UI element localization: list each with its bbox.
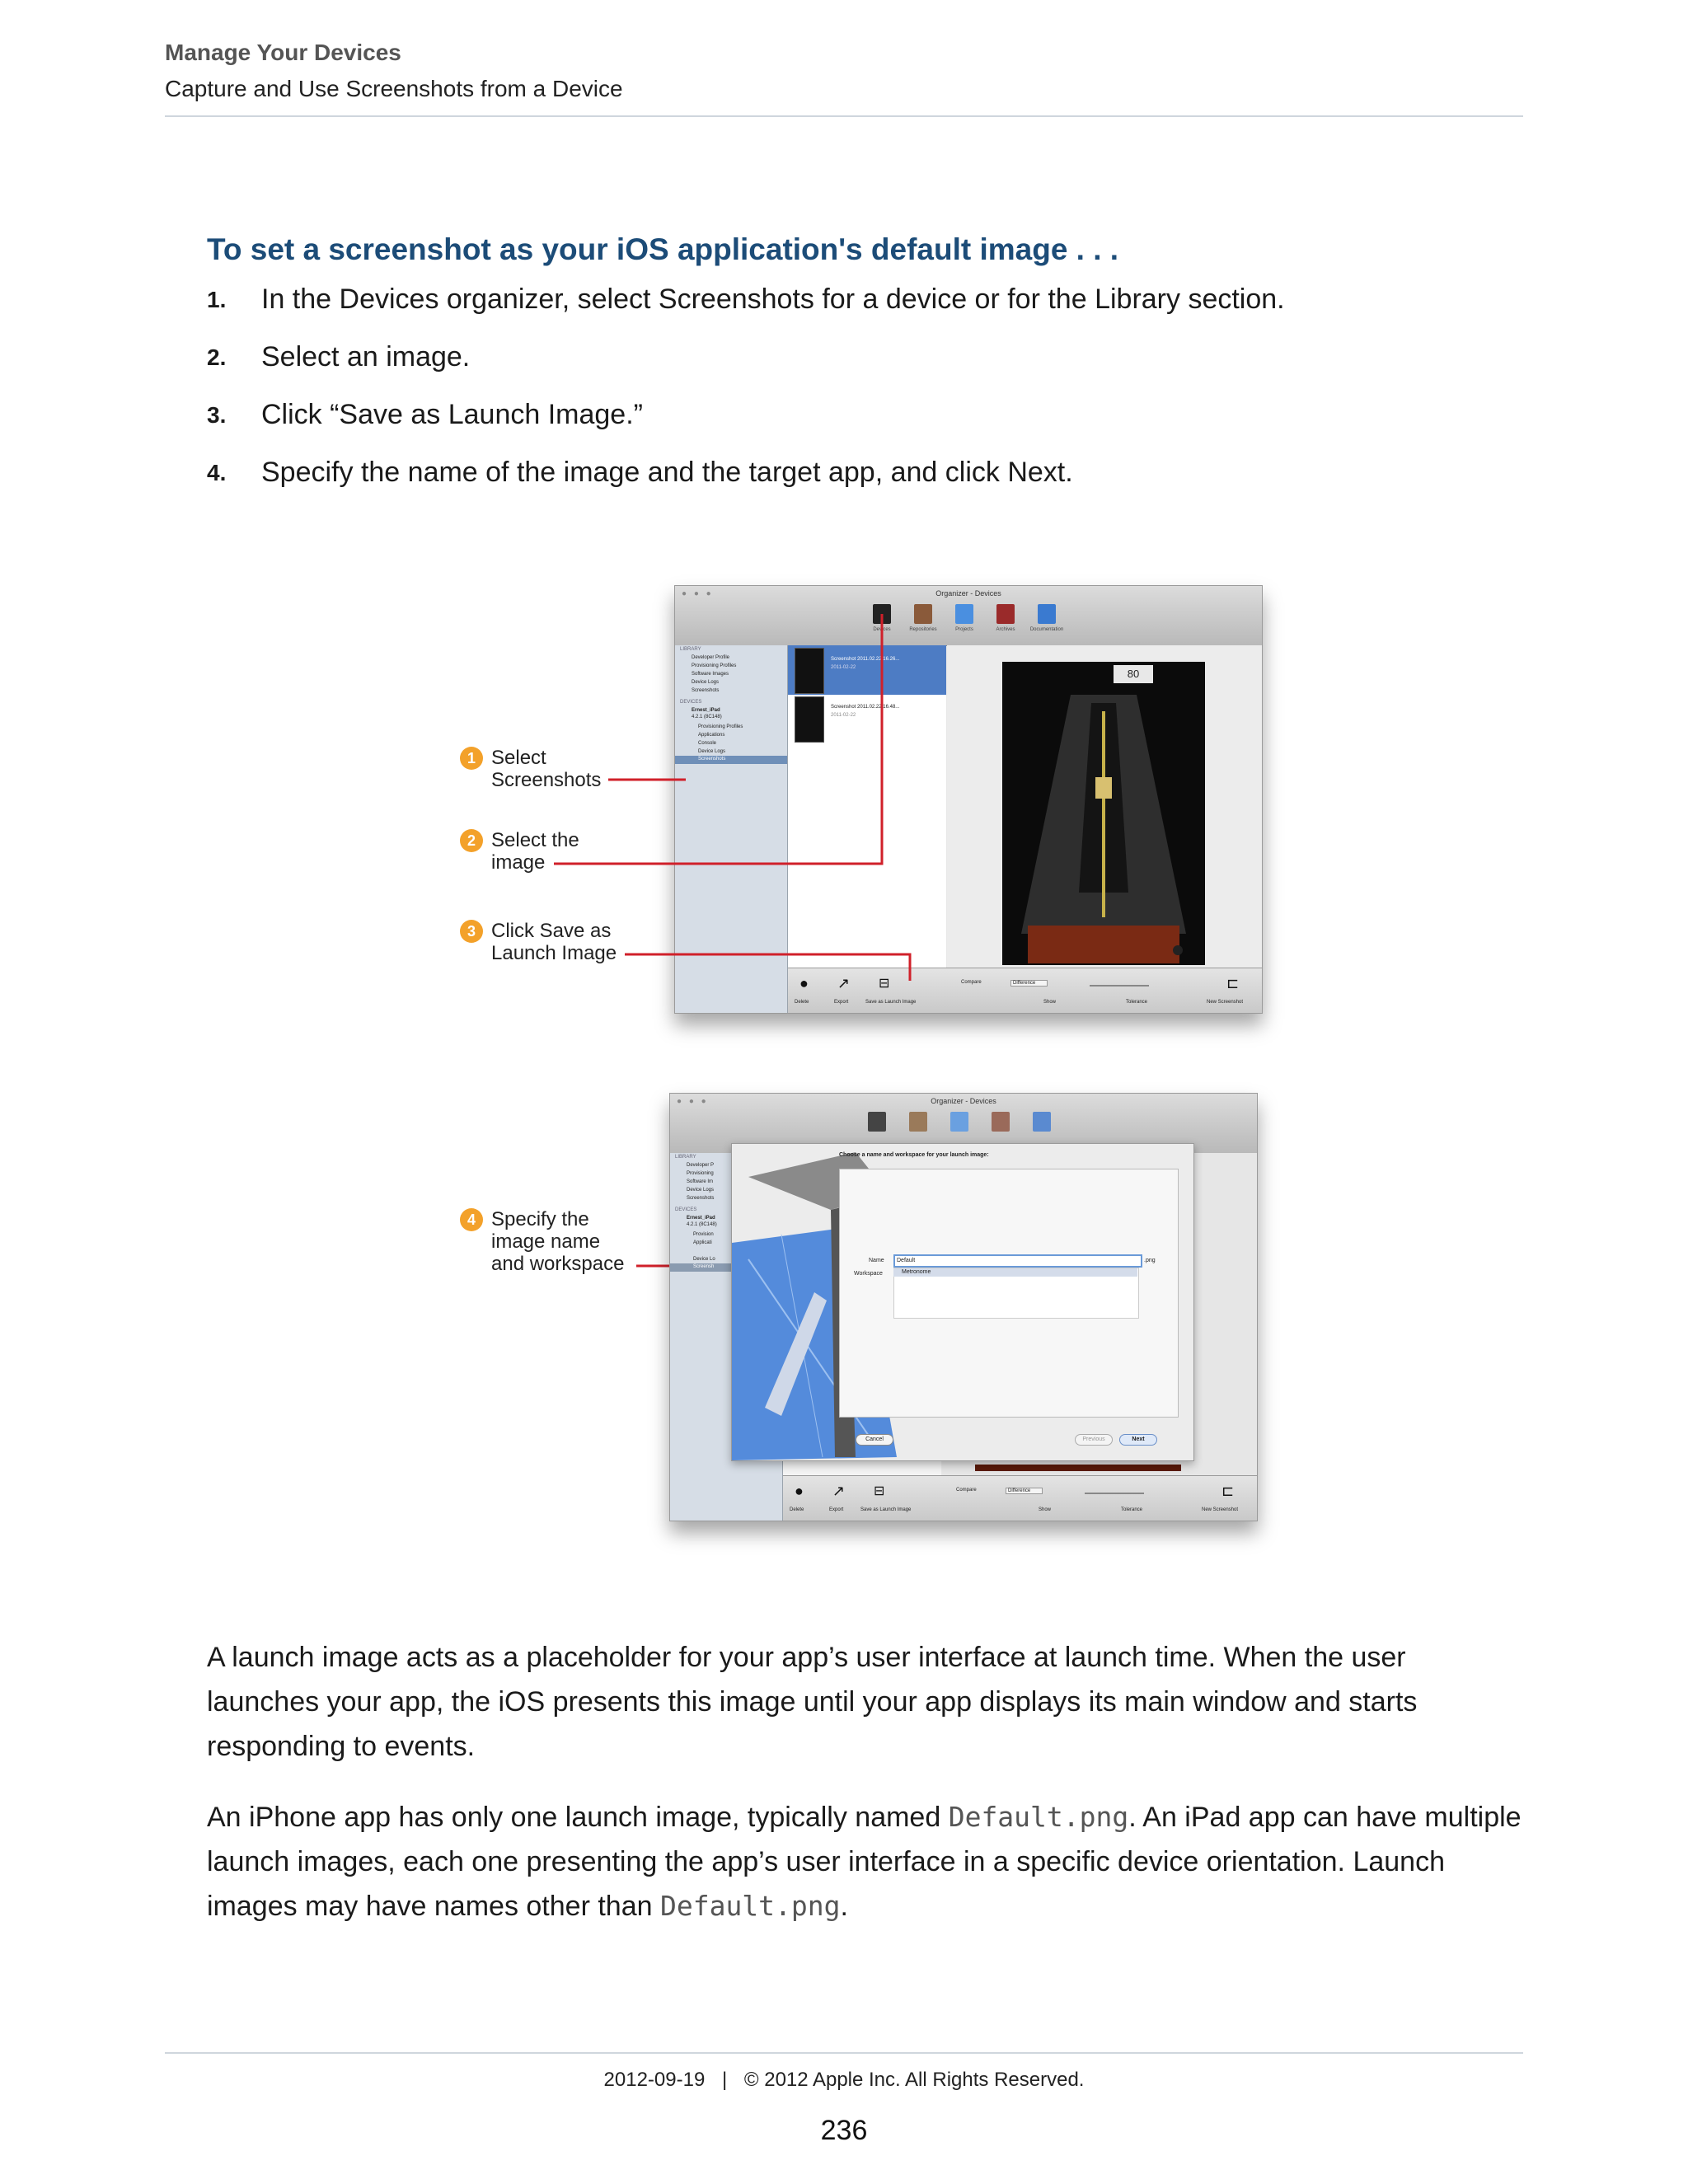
launch-image-sheet — [731, 1143, 1194, 1461]
window-title: Organizer - Devices — [935, 589, 1001, 598]
callout-badge-3: 3 — [460, 920, 483, 943]
workspace-label: Workspace — [854, 1271, 883, 1277]
new-screenshot-label: New Screenshot — [1202, 1507, 1239, 1512]
new-screenshot-icon[interactable]: ⊏ — [1221, 1483, 1235, 1499]
new-screenshot-icon[interactable]: ⊏ — [1226, 975, 1240, 991]
sidebar-item[interactable]: Applicati — [693, 1240, 712, 1245]
sidebar-header-devices: DEVICES — [680, 700, 702, 705]
cancel-button[interactable]: Cancel — [856, 1434, 893, 1446]
tolerance-label: Tolerance — [1126, 1000, 1148, 1005]
save-as-launch-image-icon[interactable]: ⊟ — [874, 1484, 885, 1498]
organizer-window — [669, 1093, 1258, 1521]
footer-separator: | — [721, 2069, 728, 2091]
save-as-launch-image-icon[interactable]: ⊟ — [879, 977, 890, 991]
task-heading: To set a screenshot as your iOS application's default image . . . — [207, 232, 1119, 266]
sidebar-header-library: LIBRARY — [675, 1155, 696, 1160]
step-number: 3. — [207, 402, 227, 428]
delete-icon[interactable]: ● — [795, 1483, 804, 1499]
step-text: Click “Save as Launch Image.” — [261, 399, 643, 430]
organizer-window — [674, 585, 1263, 1014]
window-title: Organizer - Devices — [931, 1097, 996, 1105]
callout-badge-4: 4 — [460, 1208, 483, 1231]
screenshot-date: 2011-02-22 — [831, 665, 856, 670]
sidebar-item-software-images[interactable]: Software Images — [692, 672, 729, 677]
archives-icon[interactable] — [992, 1112, 1010, 1132]
sidebar-item-screenshots[interactable]: Screenshots — [692, 688, 720, 693]
metronome-preview-image — [947, 645, 1262, 968]
step-text: Select an image. — [261, 341, 471, 373]
name-input[interactable]: Default — [893, 1254, 1142, 1268]
previous-button[interactable]: Previous — [1075, 1434, 1113, 1446]
footer-info — [0, 2069, 1688, 2092]
organizer-bottom-bar — [783, 1475, 1257, 1521]
callout-select-image: Select the image — [491, 829, 579, 874]
callout-specify-name-workspace: Specify the image name and workspace — [491, 1208, 625, 1275]
sidebar-item[interactable]: Developer P — [687, 1163, 715, 1168]
sidebar-device-name[interactable]: Ernest_iPad — [692, 708, 720, 713]
organizer-sidebar — [675, 645, 788, 1013]
organizer-bottom-bar — [788, 968, 1262, 1013]
projects-icon[interactable] — [955, 604, 973, 624]
paragraph-text: . — [840, 1891, 848, 1922]
sidebar-device-version: 4.2.1 (8C148) — [692, 715, 722, 719]
export-button-label: Export — [834, 1000, 849, 1005]
callout-badge-1: 1 — [460, 747, 483, 770]
sidebar-device-name[interactable]: Ernest_iPad — [687, 1216, 715, 1221]
workspace-value: Metronome — [902, 1269, 931, 1275]
projects-icon[interactable] — [950, 1112, 968, 1132]
toolbar-label: Archives — [996, 627, 1015, 632]
footer-divider — [165, 2052, 1523, 2054]
window-controls-icon[interactable]: ● ● ● — [682, 589, 714, 598]
bpm-readout: 80 — [1114, 665, 1153, 683]
step-item — [207, 457, 1526, 514]
step-text: Specify the name of the image and the target app, and click Next. — [261, 457, 1073, 488]
export-button-label: Export — [829, 1507, 844, 1512]
next-button[interactable]: Next — [1119, 1434, 1157, 1446]
header-section-title: Manage Your Devices — [165, 40, 401, 65]
archives-icon[interactable] — [996, 604, 1015, 624]
sidebar-item-device-screenshots[interactable]: Screenshots — [698, 757, 726, 762]
sidebar-header-library: LIBRARY — [680, 647, 701, 652]
step-item — [207, 399, 1526, 457]
header-divider — [165, 115, 1523, 117]
screenshot-thumbnail[interactable] — [795, 648, 824, 694]
save-as-launch-image-label: Save as Launch Image — [860, 1507, 912, 1512]
toolbar-label: Projects — [955, 627, 973, 632]
tolerance-slider[interactable] — [1090, 985, 1149, 987]
show-label: Show — [1039, 1507, 1052, 1512]
footer-copyright: © 2012 Apple Inc. All Rights Reserved. — [743, 2069, 1085, 2091]
toolbar-label: Devices — [873, 627, 891, 632]
repositories-icon[interactable] — [909, 1112, 927, 1132]
paragraph-launch-image-names — [207, 1795, 1526, 1929]
sidebar-item-developer-profile[interactable]: Developer Profile — [692, 655, 730, 660]
step-number: 4. — [207, 460, 227, 485]
header-subsection-title: Capture and Use Screenshots from a Device — [165, 76, 623, 101]
screenshot-name: Screenshot 2011.02.22 16.48... — [831, 705, 900, 710]
window-controls-icon[interactable]: ● ● ● — [677, 1097, 709, 1106]
paragraph-text: An iPhone app has only one launch image, typically named — [207, 1802, 949, 1833]
sidebar-item[interactable]: Provision — [693, 1232, 714, 1237]
screenshot-thumbnail[interactable] — [795, 696, 824, 743]
export-icon[interactable]: ↗ — [832, 1483, 846, 1499]
sidebar-item[interactable]: Screensh — [693, 1264, 715, 1269]
sheet-prompt: Choose a name and workspace for your launch image: — [839, 1152, 989, 1158]
sidebar-device-version: 4.2.1 (8C148) — [687, 1222, 717, 1227]
callout-badge-2: 2 — [460, 829, 483, 852]
step-number: 2. — [207, 344, 227, 370]
sidebar-item[interactable]: Device Lo — [693, 1257, 715, 1262]
window-titlebar — [675, 586, 1262, 646]
compare-checkbox[interactable]: Compare — [961, 980, 982, 985]
sidebar-item-provisioning-profiles[interactable]: Provisioning Profiles — [692, 663, 737, 668]
tolerance-slider[interactable] — [1085, 1493, 1144, 1494]
steps-list — [207, 284, 1526, 514]
save-as-launch-image-label: Save as Launch Image — [865, 1000, 917, 1005]
sidebar-item-device-logs[interactable]: Device Logs — [692, 680, 720, 685]
sidebar-item-console[interactable]: Console — [698, 741, 717, 746]
sidebar-item[interactable]: Software Im — [687, 1179, 714, 1184]
delete-button-label: Delete — [790, 1507, 804, 1512]
sidebar-selection-highlight — [675, 756, 787, 764]
devices-icon[interactable] — [873, 604, 891, 624]
toolbar-label: Repositories — [909, 627, 937, 632]
sidebar-item[interactable]: Provisioning — [687, 1171, 714, 1176]
paragraph-text: . An iPad app can have multiple launch images, each one presenting the app’s user interface in a specific device orientation. Launch images may have names other than — [207, 1802, 1522, 1922]
difference-select[interactable]: Difference — [1006, 1488, 1043, 1494]
step-item — [207, 341, 1526, 399]
footer-date: 2012-09-19 — [603, 2069, 706, 2091]
code-default-png: Default.png — [659, 1890, 841, 1922]
sidebar-item-device-logs-2[interactable]: Device Logs — [698, 749, 726, 754]
sidebar-item-applications[interactable]: Applications — [698, 733, 725, 738]
callout-select-screenshots: Select Screenshots — [491, 747, 602, 791]
paragraph-launch-image-purpose: A launch image acts as a placeholder for your app’s user interface at launch time. When the user launches your app, the iOS presents this image until your app displays its main window and starts responding to events. — [207, 1642, 1418, 1762]
toolbar-label: Documentation — [1029, 627, 1064, 632]
new-screenshot-label: New Screenshot — [1207, 1000, 1244, 1005]
step-number: 1. — [207, 287, 227, 312]
difference-select[interactable]: Difference — [1010, 980, 1048, 987]
screenshot-preview — [947, 645, 1262, 968]
sidebar-header-devices: DEVICES — [675, 1207, 697, 1212]
preview-image-edge — [975, 1465, 1181, 1471]
documentation-icon[interactable] — [1033, 1112, 1051, 1132]
page-number: 236 — [820, 2115, 868, 2146]
compare-checkbox[interactable]: Compare — [956, 1488, 977, 1493]
screenshot-date: 2011-02-22 — [831, 713, 856, 718]
show-label: Show — [1043, 1000, 1057, 1005]
tolerance-label: Tolerance — [1121, 1507, 1143, 1512]
delete-button-label: Delete — [795, 1000, 809, 1005]
export-icon[interactable]: ↗ — [837, 975, 851, 991]
callout-save-launch-image: Click Save as Launch Image — [491, 920, 617, 964]
screenshot-name: Screenshot 2011.02.22 16.26... — [831, 657, 900, 662]
sidebar-item[interactable]: Device Logs — [687, 1188, 715, 1193]
code-default-png: Default.png — [948, 1801, 1129, 1833]
devices-icon[interactable] — [868, 1112, 886, 1132]
delete-icon[interactable]: ● — [799, 975, 809, 991]
step-text: In the Devices organizer, select Screenshots for a device or for the Library section. — [261, 284, 1285, 315]
step-item — [207, 284, 1526, 341]
name-label: Name — [869, 1258, 884, 1263]
sidebar-item-device-provisioning[interactable]: Provisioning Profiles — [698, 724, 743, 729]
sidebar-item[interactable]: Screenshots — [687, 1196, 715, 1201]
screenshot-list — [788, 645, 946, 968]
repositories-icon[interactable] — [914, 604, 932, 624]
name-suffix: .png — [1144, 1258, 1156, 1263]
documentation-icon[interactable] — [1038, 604, 1056, 624]
